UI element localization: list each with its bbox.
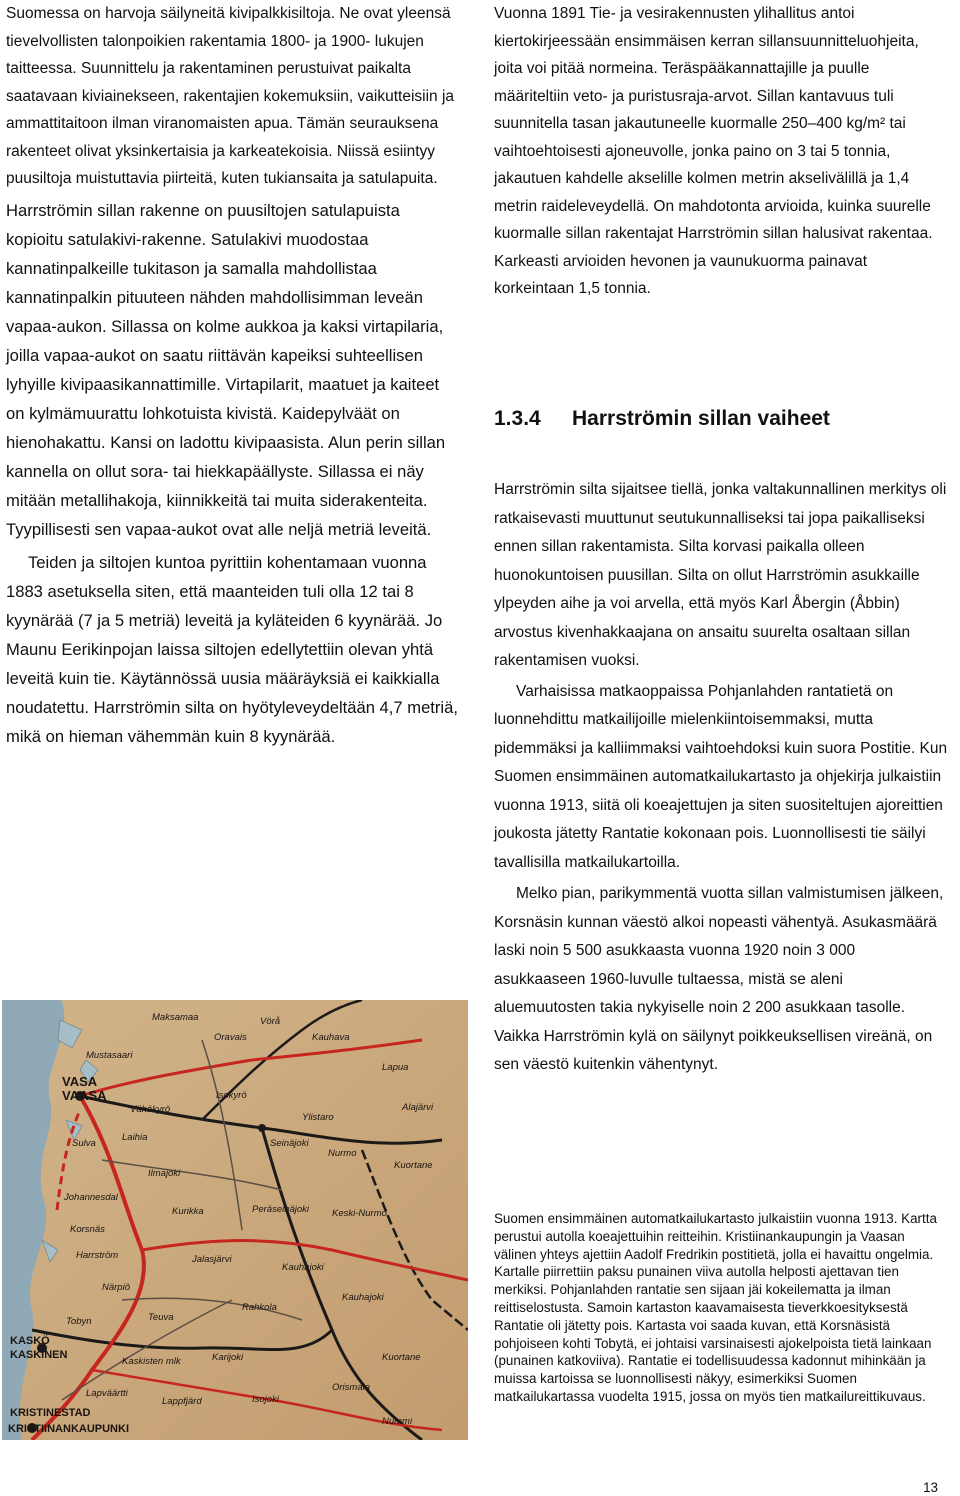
map-town-seinajoki [258,1124,266,1132]
map-label-alajarvi: Alajärvi [402,1102,434,1113]
right-paragraph-3: Varhaisissa matkaoppaissa Pohjanlahden rantatietä on luonnehdittu matkailijoille mielenkiintoisemmaksi, mutta pidemmäksi ja kalliimmaksi vaihtoehdoksi kuin suora Postitie. Kun Suomen ensimmäinen automatkailukartasto ja ohjekirja julkaistiin vuonna 1913, siitä oli koeajettujen ja siten suositeltujen ajoreittien joukosta jätetty Rantatie kokonaan pois. Luonnollisesti tie säilyi tavallisilla matkailukartoilla. [494,682,948,871]
map-label-ilmajoki: Ilmajoki [148,1168,181,1179]
map-label-lapua: Lapua [382,1062,409,1073]
map-label-kauhajoki-south: Kauhajoki [342,1292,384,1303]
map-label-vora: Vörå [260,1016,281,1027]
map-label-laihia: Laihia [122,1132,148,1143]
right-paragraph-4: Melko pian, parikymmentä vuotta sillan valmistumisen jälkeen, Korsnäsin kunnan väestö alkoi nopeasti vähentyä. Asukasmäärä laski noin 5 500 asukkaasta vuonna 1920 noin 3 000 asukkaaseen 1960-luvulle tultaessa, mistä se aleni aluemuutosten takia nykyiselle noin 2 200 asukkaan tasolle. Vaikka Harrströmin kylä on säilynyt poikkeuksellisen vireänä, on sen väestö kuitenkin vähentynyt. [494,885,944,1073]
map-label-kristinestad: KRISTINESTAD [10,1407,91,1419]
map-label-narpio: Närpiö [102,1282,130,1293]
map-label-oravais: Oravais [214,1032,247,1043]
map-label-orismala: Orismala [332,1382,371,1393]
map-label-keski-nurmo: Keski-Nurmo [332,1208,387,1219]
right-paragraph-1: Vuonna 1891 Tie- ja vesirakennusten ylihallitus antoi kiertokirjeessään ensimmäisen kerran sillansuunnitteluohjeita, joita voi pitää normeina. Teräspääkannattajille ja puulle määriteltiin veto- ja puristusraja-arvot. Sillan kantavuus tuli suunnitella tasan jakautuneelle kuormalle 250–400 kg/m² tai vaihtoehtoisesti ajoneuvolle, jonka paino on 3 tai 5 tonnia, jakautuen kahdelle akselille kolmen metrin akselivälillä ja 1,4 metrin raideleveydellä. On mahdotonta arvioida, kuinka suurelle kuormalle sillan rakentajat Harrströmin sillan halusivat rakentaa. Karkeasti arvioiden hevonen ja vaunukuorma painavat korkeintaan 1,5 tonnia. [494,5,933,297]
left-paragraph-1: Suomessa on harvoja säilyneitä kivipalkkisiltoja. Ne ovat yleensä tievelvollisten talonpoikien rakentamia 1800- ja 1900- lukujen taitteessa. Suunnittelu ja rakentaminen perustuivat paikalta saatavaan kiviainekseen, rakentajien kokemuksiin, vaikutteisiin ja ammattitaitoon ilman viranomaisten apua. Tämän seurauksena rakenteet olivat yksinkertaisia ja karkeatekoisia. Niissä esiintyy puusiltoja muistuttavia piirteitä, kuten tukiansaita ja satulapuita. [6,5,455,187]
map-label-tobyn: Tobyn [66,1316,92,1327]
map-label-mustasaari: Mustasaari [86,1050,133,1061]
left-column [6,0,460,751]
map-label-vaasa: VAASA [62,1088,107,1103]
right-column [494,0,948,303]
map-label-kristiinankaupunki: KRISTIINANKAUPUNKI [8,1423,129,1435]
map-label-lapfjard: Lappfjärd [162,1396,202,1407]
page-number: 13 [923,1480,938,1495]
map-label-kasko: KASKÖ [10,1335,50,1347]
section-heading [494,404,830,434]
map-label-kuortane: Kuortane [394,1160,433,1171]
map-label-korsnas: Korsnäs [70,1224,105,1235]
map-label-rahkola: Rahkola [242,1302,277,1313]
section-number: 1.3.4 [494,407,541,430]
section-title: Harrströmin sillan vaiheet [572,407,830,430]
map-label-isojoki: Isojoki [252,1394,279,1405]
map-label-kuortane-2: Kuortane [382,1352,421,1363]
historical-road-map [2,1000,468,1440]
map-label-nurmo: Nurmo [328,1148,357,1159]
map-label-sulva: Sulva [72,1138,96,1149]
map-label-kurikka: Kurikka [172,1206,204,1217]
left-paragraph-2: Harrströmin sillan rakenne on puusiltojen satulapuista kopioitu satulakivi-rakenne. Satulakivi muodostaa kannatinpalkeille tukitason ja samalla mahdollistaa kannatinpalkin pituuteen nähden mahdollisimman leveän vapaa-aukon. Sillassa on kolme aukkoa ja kaksi virtapilaria, joilla vapaa-aukot on saatu riittävän kapeiksi suhteellisen lyhyille kivipaasikannattimille. Virtapilarit, maatuet ja kaiteet on kylmämuurattu lohkotuista kivistä. Kaidepylväät on hienohakattu. Kansi on ladottu kivipaasista. Alun perin sillan kannella on ollut sora- tai hiekkapäällyste. Sillassa ei näy mitään metallihakoja, kiinnikkeitä tai muita siderakenteita. Tyypillisesti sen vapaa-aukot ovat alle neljä metriä leveitä. [6,200,446,539]
map-label-karijoki: Karijoki [212,1352,244,1363]
map-label-nummi: Nummi [382,1416,413,1427]
right-paragraph-2: Harrströmin silta sijaitsee tiellä, jonka valtakunnallinen merkitys oli ratkaisevasti muuttunut seutukunnalliseksi tai jopa paikalliseksi ennen sillan rakentamista. Silta korvasi paikalla olleen huonokuntoisen puusillan. Silta on ollut Harrströmin asukkaille ylpeyden aihe ja voi arvella, että myös Karl Åbergin (Åbbin) arvostus kivenhakkaajana on ansaitu suurelta osaltaan sillan rakentamisen vuoksi. [494,481,947,669]
map-label-kaskinen: KASKINEN [10,1349,68,1361]
map-label-maksamaa: Maksamaa [152,1012,199,1023]
map-label-kauhava: Kauhava [312,1032,350,1043]
map-label-seinajoki: Seinäjoki [270,1138,309,1149]
map-illustration [2,1000,468,1440]
map-label-jalasjarvi: Jalasjärvi [192,1254,232,1265]
map-label-kauhajoki: Kauhajoki [282,1262,324,1273]
map-label-peraseinajoki: Peräseinäjoki [252,1204,310,1215]
map-label-johannesdal: Johannesdal [64,1192,118,1203]
map-label-lapvaartti: Lapväärtti [86,1388,128,1399]
map-label-vasa: VASA [62,1074,98,1089]
map-label-isokyro: Isokyrö [216,1090,247,1101]
right-column-section [494,476,948,1080]
map-label-ylistaro: Ylistaro [302,1112,334,1123]
map-label-teuva: Teuva [148,1312,174,1323]
left-paragraph-3: Teiden ja siltojen kuntoa pyrittiin kohentamaan vuonna 1883 asetuksella siten, että maanteiden tuli olla 12 tai 8 kyynärää (7 ja 5 metriä) leveitä ja kyläteiden 6 kyynärää. Jo Maunu Eerikinpojan laissa siltojen edellytettiin olevan yhtä leveitä kuin tie. Käytännössä uusia määräyksiä ei kaikkialla noudatettu. Harrströmin silta on hyötyleveydeltään 4,7 metriä, mikä on hieman vähemmän kuin 8 kyynärää. [6,552,458,746]
map-label-kaskisten-mlk: Kaskisten mlk [122,1356,181,1367]
map-label-harrstrom: Harrström [76,1250,119,1261]
map-label-vahakyro: Vähäkyrö [130,1104,171,1115]
map-caption: Suomen ensimmäinen automatkailukartasto julkaistiin vuonna 1913. Kartta perustui autolla koeajettuihin reitteihin. Kristiinankaupungin ja Vaasan välinen yhteys ajettiin Aadolf Fredrikin postitietä, jolla ei havaittu ongelmia. Kartalle piirrettiin paksu punainen viiva autolla helposti ajettavan tien merkiksi. Pohjanlahden rantatie sen sijaan jäi kokeilematta ja ilman reittiselostusta. Samoin kartaston kaavamaisesta tieverkkoesityksestä Rantatie oli jätetty pois. Kartasta voi saada kuvan, että Korsnäsistä pohjoiseen kohti Tobytä, ei johtaisi varsinaisesti ajokelpoista tietä lainkaan (punainen katkoviiva). Rantatie ei todellisuudessa kadonnut mihinkään ja muissa kartoissa se luonnollisesti näkyy, esimerkiksi Suomen matkailukartassa vuodelta 1915, jossa on myös tien matkailureittikuvaus. [494,1211,937,1404]
